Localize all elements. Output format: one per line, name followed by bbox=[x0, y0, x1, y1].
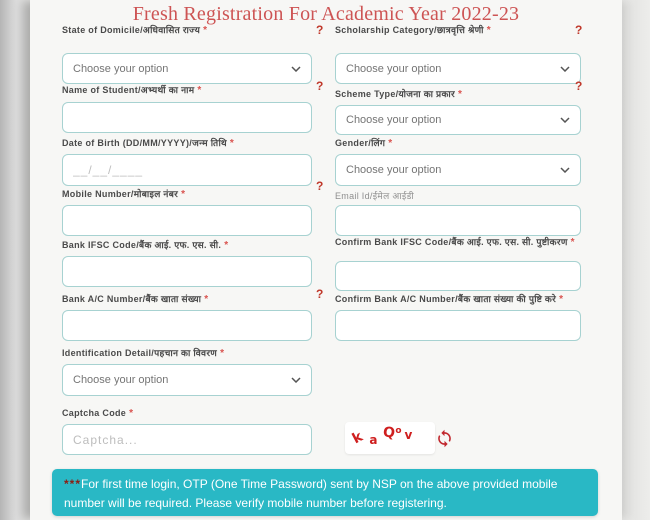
help-icon[interactable]: ? bbox=[575, 23, 583, 37]
help-icon[interactable]: ? bbox=[316, 287, 324, 301]
chevron-down-icon bbox=[291, 377, 301, 383]
captcha-code-label: Captcha Code * bbox=[62, 408, 134, 419]
email-id-input[interactable] bbox=[335, 205, 581, 236]
captcha-code-input[interactable] bbox=[62, 424, 312, 455]
gender-label: Gender/लिंग * bbox=[335, 138, 393, 149]
date-of-birth-input[interactable] bbox=[62, 154, 312, 186]
date-of-birth-label: Date of Birth (DD/MM/YYYY)/जन्म तिथि * bbox=[62, 138, 235, 149]
captcha-refresh-icon[interactable] bbox=[435, 429, 454, 448]
name-of-student-label: Name of Student/अभ्यर्थी का नाम * bbox=[62, 85, 202, 96]
note-text: For first time login, OTP (One Time Password) sent by NSP on the above provided mobile number will be required. Please verify mobile number before registering. bbox=[64, 477, 558, 511]
state-of-domicile-label: State of Domicile/अधिवासित राज्य * bbox=[62, 25, 208, 36]
otp-note-banner bbox=[52, 469, 598, 516]
gender-select[interactable]: Choose your option bbox=[335, 154, 581, 186]
chevron-down-icon bbox=[560, 117, 570, 123]
confirm-bank-ifsc-input[interactable] bbox=[335, 261, 581, 291]
registration-card bbox=[30, 0, 622, 520]
email-id-label: Email Id/ईमेल आईडी bbox=[335, 191, 414, 201]
note-asterisks: *** bbox=[64, 477, 82, 491]
bank-ifsc-input[interactable] bbox=[62, 256, 312, 287]
chevron-down-icon bbox=[560, 167, 570, 173]
identification-detail-label: Identification Detail/पहचान का विवरण * bbox=[62, 348, 225, 359]
captcha-image: k a Q o v bbox=[345, 422, 435, 454]
chevron-down-icon bbox=[291, 66, 301, 72]
confirm-bank-ac-number-label: Confirm Bank A/C Number/बैंक खाता संख्या की पुष्टि करे * bbox=[335, 294, 564, 305]
bank-ifsc-label: Bank IFSC Code/बैंक आई. एफ. एस. सी. * bbox=[62, 240, 229, 251]
bank-ac-number-input[interactable] bbox=[62, 310, 312, 341]
mobile-number-input[interactable] bbox=[62, 205, 312, 236]
chevron-down-icon bbox=[560, 66, 570, 72]
scholarship-category-select[interactable]: Choose your option bbox=[335, 53, 581, 84]
scheme-type-select[interactable]: Choose your option bbox=[335, 105, 581, 135]
name-of-student-input[interactable] bbox=[62, 102, 312, 133]
bank-ac-number-label: Bank A/C Number/बैंक खाता संख्या * bbox=[62, 294, 209, 305]
mobile-number-label: Mobile Number/मोबाइल नंबर * bbox=[62, 189, 186, 200]
help-icon[interactable]: ? bbox=[316, 23, 324, 37]
help-icon[interactable]: ? bbox=[316, 79, 324, 93]
help-icon[interactable]: ? bbox=[575, 79, 583, 93]
scheme-type-label: Scheme Type/योजना का प्रकार * bbox=[335, 89, 463, 100]
help-icon[interactable]: ? bbox=[316, 179, 324, 193]
identification-detail-select[interactable]: Choose your option bbox=[62, 364, 312, 396]
confirm-bank-ifsc-label: Confirm Bank IFSC Code/बैंक आई. एफ. एस. सी. पुष्टीकरण * bbox=[335, 237, 575, 248]
scholarship-category-label: Scholarship Category/छात्रवृत्ति श्रेणी * bbox=[335, 25, 491, 36]
confirm-bank-ac-number-input[interactable] bbox=[335, 310, 581, 341]
state-of-domicile-select[interactable]: Choose your option bbox=[62, 53, 312, 84]
page-title: Fresh Registration For Academic Year 2022-23 bbox=[132, 3, 520, 25]
